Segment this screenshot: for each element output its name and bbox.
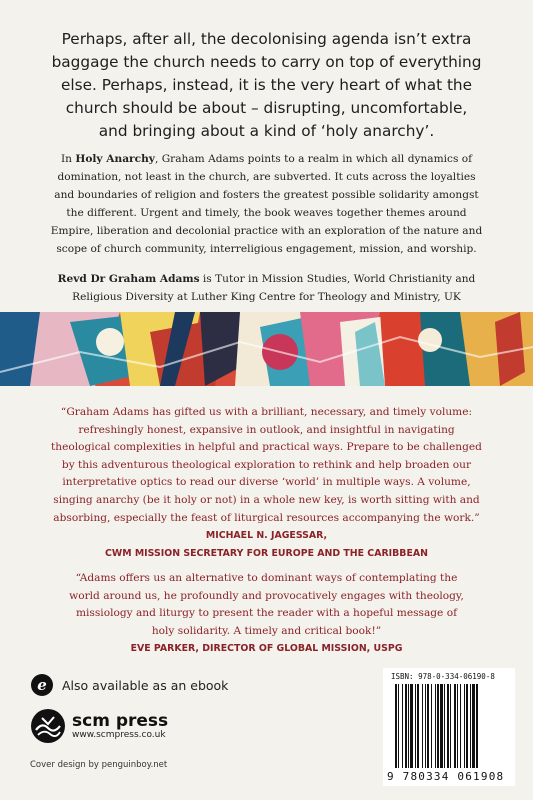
book-title: Holy Anarchy (75, 153, 155, 165)
endorsement-line: refreshingly honest, expansive in outlook, and insightful in navigating (78, 423, 455, 436)
blurb-line: domination, not least in the church, are subverted. It cuts across the loyalties (57, 171, 476, 183)
lead-quote (0, 28, 533, 143)
barcode-digits: 9 780334 061908 (387, 770, 505, 783)
author-bio (0, 270, 533, 306)
ebook-icon (30, 673, 54, 697)
ebook-note (30, 673, 228, 697)
isbn-barcode (383, 668, 515, 786)
barcode-bars (383, 668, 515, 786)
blurb-prefix: In (60, 153, 76, 165)
lead-quote-line: baggage the church needs to carry on top of everything (51, 53, 482, 71)
ebook-note-text: Also available as an ebook (62, 677, 229, 693)
endorsement-line: missiology and liturgy to present the reader with a hopeful message of (76, 607, 457, 620)
bio-line (0, 270, 533, 288)
blurb-line (0, 150, 533, 168)
blurb-line: the different. Urgent and timely, the book weaves together themes around (66, 207, 467, 219)
endorsement-attribution-role: CWM MISSION SECRETARY FOR EUROPE AND THE CARIBBEAN (105, 547, 428, 559)
blurb-line-rest: , Graham Adams points to a realm in which all dynamics of (154, 153, 473, 165)
endorsement-line: “Adams offers us an alternative to dominant ways of contemplating the (75, 572, 458, 584)
endorsement-attribution-name: MICHAEL N. JAGESSAR, (205, 530, 328, 542)
lead-quote-line: else. Perhaps, instead, it is the very heart of what the (60, 76, 473, 94)
lead-quote-line: and bringing about a kind of ‘holy anarchy’. (98, 122, 435, 140)
lead-quote-line: Perhaps, after all, the decolonising agenda isn’t extra (61, 30, 472, 48)
blurb-line: and boundaries of religion and fosters the greatest possible solidarity amongst (54, 189, 479, 201)
endorsement-jagessar (0, 404, 533, 562)
endorsement-line: “Graham Adams has gifted us with a brilliant, necessary, and timely volume: (60, 406, 473, 418)
svg-text:e: e (37, 676, 47, 694)
blurb-line: Empire, liberation and decolonial practice with an exploration of the nature and (50, 225, 483, 237)
endorsement-line: absorbing, especially the feast of liturgical resources accompanying the work.” (53, 511, 480, 524)
publisher-url: www.scmpress.co.uk (72, 730, 166, 740)
scm-press-emblem-icon (30, 708, 66, 744)
bio-line: Religious Diversity at Luther King Centre for Theology and Ministry, UK (72, 291, 461, 303)
endorsement-line: world around us, he profoundly and provocatively engages with theology, (69, 589, 464, 602)
book-blurb (0, 150, 533, 258)
endorsement-parker (0, 570, 533, 658)
endorsement-attribution: EVE PARKER, DIRECTOR OF GLOBAL MISSION, USPG (130, 643, 403, 655)
publisher-logo (30, 708, 168, 744)
cover-art-strip (0, 312, 533, 386)
blurb-line: scope of church community, interreligious engagement, mission, and worship. (56, 243, 477, 255)
endorsement-line: by this adventurous theological exploration to rethink and help broaden our (61, 458, 472, 471)
isbn-label: ISBN: 978-0-334-06190-8 (391, 672, 495, 681)
lead-quote-line: church should be about – disrupting, uncomfortable, (65, 99, 468, 117)
bio-line-rest: is Tutor in Mission Studies, World Christianity and (199, 273, 476, 285)
endorsement-line: interpretative optics to read our diverse ‘world’ in multiple ways. A volume, (62, 476, 471, 489)
endorsement-line: singing anarchy (be it holy or not) in a whole new key, is worth sitting with and (53, 493, 480, 506)
endorsement-line: theological complexities in helpful and practical ways. Prepare to be challenged (51, 441, 482, 454)
author-name: Revd Dr Graham Adams (57, 273, 200, 285)
publisher-name: scm press (72, 711, 169, 731)
cover-design-credit: Cover design by penguinboy.net (30, 760, 168, 770)
endorsement-line: holy solidarity. A timely and critical book!” (151, 624, 382, 637)
